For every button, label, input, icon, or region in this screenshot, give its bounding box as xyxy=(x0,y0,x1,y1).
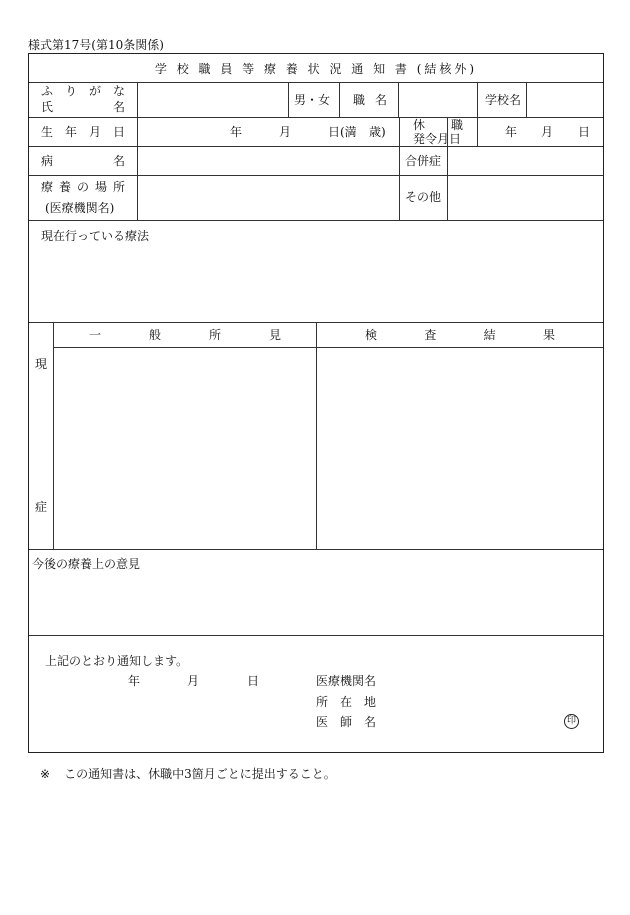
general-findings-header: 一 般 所 見 xyxy=(89,328,281,342)
address-label: 所 在 地 xyxy=(316,695,376,709)
school-label: 学校名 xyxy=(485,93,522,107)
footnote-mark: ※ xyxy=(40,767,51,781)
name-field[interactable] xyxy=(139,84,287,116)
general-findings-field[interactable] xyxy=(55,349,315,548)
notice-year-unit: 年 xyxy=(128,674,141,688)
doctor-name-field[interactable] xyxy=(384,712,574,730)
exam-results-field[interactable] xyxy=(318,349,602,548)
disease-field[interactable] xyxy=(139,148,397,174)
notification-form xyxy=(28,53,604,753)
other-label: その他 xyxy=(405,190,442,204)
doctor-name-label: 医 師 名 xyxy=(316,715,376,729)
institution-label: 医療機関名 xyxy=(316,674,377,688)
leave-year-unit: 年 xyxy=(505,125,518,139)
complication-field[interactable] xyxy=(449,148,602,174)
institution-name-label: (医療機関名) xyxy=(45,201,115,215)
footnote xyxy=(40,765,336,782)
exam-results-header: 検 査 結 果 xyxy=(365,328,555,342)
leave-day-unit: 日 xyxy=(578,125,591,139)
notice-day-unit: 日 xyxy=(247,674,260,688)
leave-month-unit: 月 xyxy=(541,125,554,139)
birth-day-age-unit: 日(満 xyxy=(328,125,357,139)
future-opinion-field[interactable] xyxy=(31,574,601,633)
birth-date-label: 生 年 月 日 xyxy=(41,125,125,139)
condition-side-label-top: 現 xyxy=(35,357,48,371)
form-number: 様式第17号(第10条関係) xyxy=(28,38,164,52)
leave-label-bottom: 発令月日 xyxy=(413,132,462,146)
age-unit: 歳) xyxy=(369,125,386,139)
other-field[interactable] xyxy=(449,177,602,219)
current-treatment-field[interactable] xyxy=(31,246,601,320)
furigana-label: ふ り が な xyxy=(41,84,125,98)
leave-label-top: 休 職 xyxy=(413,118,463,132)
birth-month-unit: 月 xyxy=(279,125,292,139)
job-title-label: 職 名 xyxy=(353,93,387,107)
future-opinion-label: 今後の療養上の意見 xyxy=(32,557,141,571)
name-label: 氏 名 xyxy=(41,100,125,114)
treatment-place-label: 療 養 の 場 所 xyxy=(41,180,125,194)
leave-date-field[interactable] xyxy=(479,119,602,145)
footnote-text: この通知書は、休職中3箇月ごとに提出すること。 xyxy=(64,767,336,781)
form-title: 学 校 職 員 等 療 養 状 況 通 知 書 (結核外) xyxy=(154,62,478,76)
condition-side-label-bottom: 症 xyxy=(35,500,48,514)
seal-mark: 印 xyxy=(564,714,579,729)
birth-year-unit: 年 xyxy=(230,125,243,139)
address-field[interactable] xyxy=(384,692,574,710)
gender-select[interactable]: 男・女 xyxy=(294,93,331,107)
complication-label: 合併症 xyxy=(405,154,442,168)
current-treatment-label: 現在行っている療法 xyxy=(41,229,150,243)
job-title-field[interactable] xyxy=(400,84,476,116)
disease-label: 病 名 xyxy=(41,154,125,168)
school-field[interactable] xyxy=(528,84,602,116)
notice-month-unit: 月 xyxy=(187,674,200,688)
birth-date-field[interactable] xyxy=(139,119,397,145)
notice-statement: 上記のとおり通知します。 xyxy=(45,654,189,668)
treatment-place-field[interactable] xyxy=(139,177,397,219)
institution-field[interactable] xyxy=(384,672,574,690)
